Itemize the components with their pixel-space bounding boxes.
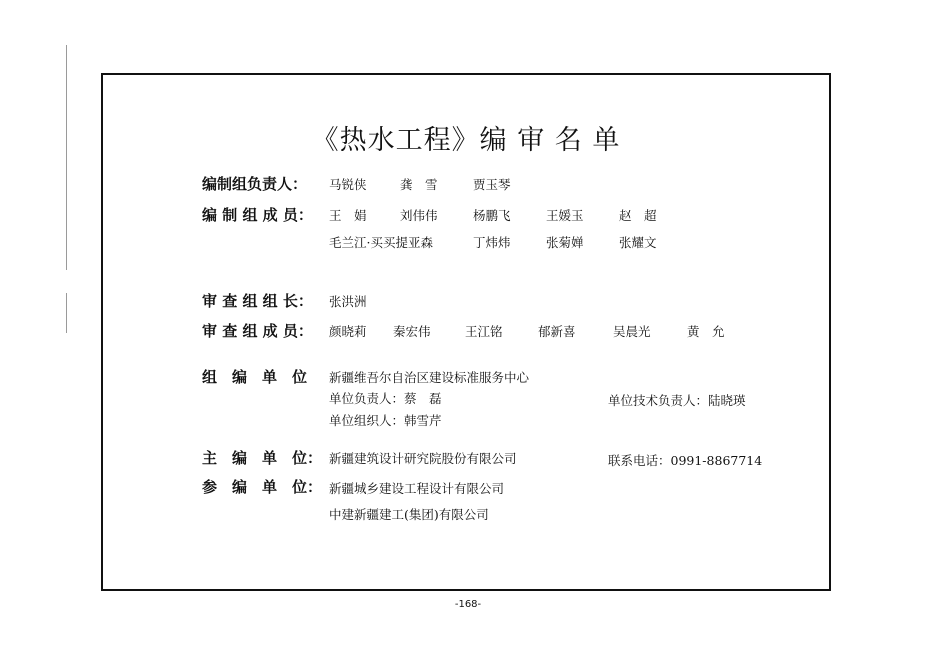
compile-leader-name: 贾玉琴 [473,177,511,192]
compile-leader-name: 龚 雪 [400,177,438,192]
compile-member-name: 王媛玉 [546,208,584,223]
document-frame [101,73,831,591]
review-member-name: 颜晓莉 [329,324,367,339]
review-leader-name: 张洪洲 [329,294,367,309]
compile-member-name: 丁炜炜 [473,235,511,250]
compiling-unit-label: 组 编 单 位 [202,368,308,386]
compile-member-name: 王 娟 [329,208,367,223]
review-member-name: 王江铭 [465,324,503,339]
compile-leader-name: 马锐侠 [329,177,367,192]
compiling-unit-organizer: 单位组织人：韩雪芹 [329,413,442,428]
compile-member-name: 张菊婵 [546,235,584,250]
participating-unit-name: 中建新疆建工(集团)有限公司 [329,507,489,522]
review-leader-label: 审 查 组 组 长： [202,292,313,310]
review-member-name: 黄 允 [687,324,725,339]
compiling-unit-name: 新疆维吾尔自治区建设标准服务中心 [329,370,530,385]
chief-unit-label: 主 编 单 位： [202,449,323,467]
scan-edge-mark-small [66,293,67,333]
page-number: -168- [454,599,482,610]
participating-units-label: 参 编 单 位： [202,478,323,496]
compile-members-label: 编 制 组 成 员： [202,206,313,224]
review-members-label: 审 查 组 成 员： [202,322,313,340]
chief-unit-phone: 联系电话：0991-8867714 [608,453,763,468]
compiling-unit-tech-head: 单位技术负责人：陆晓瑛 [608,393,746,408]
review-member-name: 秦宏伟 [393,324,431,339]
compile-member-name: 毛兰江·买买提亚森 [329,235,433,250]
participating-unit-name: 新疆城乡建设工程设计有限公司 [329,481,505,496]
review-member-name: 郁新喜 [538,324,576,339]
compile-member-name: 刘伟伟 [400,208,438,223]
review-member-name: 吴晨光 [613,324,651,339]
compile-leader-label: 编制组负责人： [202,175,308,193]
compile-member-name: 赵 超 [619,208,657,223]
compiling-unit-head: 单位负责人：蔡 磊 [329,391,442,406]
page-title: 《热水工程》编 审 名 单 [311,125,621,156]
compile-member-name: 张耀文 [619,235,657,250]
scan-edge-mark [66,45,67,270]
chief-unit-name: 新疆建筑设计研究院股份有限公司 [329,451,517,466]
compile-member-name: 杨鹏飞 [473,208,511,223]
